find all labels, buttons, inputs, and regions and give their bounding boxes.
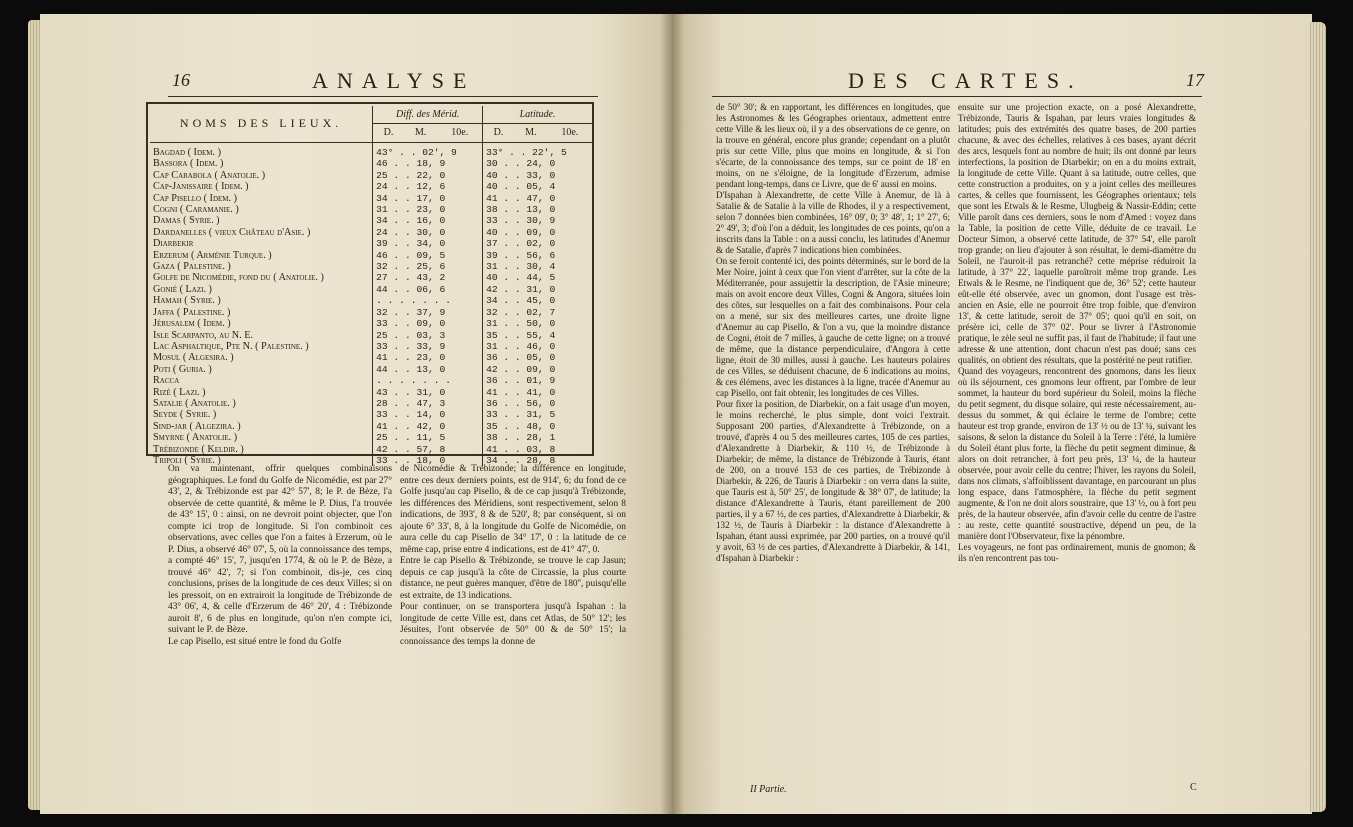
meridian-difference: 41 . . 23, 0 xyxy=(373,352,483,363)
latitude-value: 42 . . 31, 0 xyxy=(483,284,592,295)
place-name: Bassora ( Idem. ) xyxy=(150,158,373,169)
meridian-difference: 46 . . 18, 9 xyxy=(373,158,483,169)
place-name: Sind-jar ( Algezira. ) xyxy=(150,421,373,432)
place-name: Rizé ( Lazi. ) xyxy=(150,387,373,398)
table-row xyxy=(150,432,592,443)
right-running-head: DES CARTES. xyxy=(848,68,1083,93)
place-name: Satalie ( Anatolie. ) xyxy=(150,398,373,409)
place-name: Cogni ( Caramanie. ) xyxy=(150,204,373,215)
latitude-value: 40 . . 09, 0 xyxy=(483,227,592,238)
place-name: Mosul ( Algesira. ) xyxy=(150,352,373,363)
meridian-difference: 27 . . 43, 2 xyxy=(373,272,483,283)
table-row xyxy=(150,409,592,420)
meridian-difference: 28 . . 47, 3 xyxy=(373,398,483,409)
place-name: Cap Pisello ( Idem. ) xyxy=(150,193,373,204)
place-name: Gonié ( Lazi. ) xyxy=(150,284,373,295)
place-name: Smyrne ( Anatolie. ) xyxy=(150,432,373,443)
table-row xyxy=(150,307,592,318)
place-name: Isle Scarpanto, au N. E. xyxy=(150,330,373,341)
table-header-meridian: Diff. des Mérid. xyxy=(373,106,483,124)
latitude-value: 32 . . 02, 7 xyxy=(483,307,592,318)
latitude-value: 40 . . 33, 0 xyxy=(483,170,592,181)
place-name: Tripoli ( Syrie. ) xyxy=(150,455,373,466)
subheader-tenths: 10e. xyxy=(437,124,482,143)
meridian-difference: 43 . . 31, 0 xyxy=(373,387,483,398)
table-row xyxy=(150,284,592,295)
table-row xyxy=(150,227,592,238)
latitude-value: 30 . . 24, 0 xyxy=(483,158,592,169)
table-header-names: NOMS DES LIEUX. xyxy=(150,106,373,143)
table-row xyxy=(150,352,592,363)
table-body xyxy=(150,143,592,467)
latitude-value: 39 . . 56, 6 xyxy=(483,250,592,261)
meridian-difference: 32 . . 25, 6 xyxy=(373,261,483,272)
meridian-difference: 24 . . 12, 6 xyxy=(373,181,483,192)
meridian-difference: 34 . . 16, 0 xyxy=(373,215,483,226)
meridian-difference: 25 . . 22, 0 xyxy=(373,170,483,181)
latitude-value: 37 . . 02, 0 xyxy=(483,238,592,249)
subheader-minutes: M. xyxy=(404,124,438,143)
latitude-value: 34 . . 28, 8 xyxy=(483,455,592,466)
table-row xyxy=(150,318,592,329)
table-header-latitude: Latitude. xyxy=(483,106,592,124)
latitude-value: 42 . . 09, 0 xyxy=(483,364,592,375)
meridian-difference: 31 . . 23, 0 xyxy=(373,204,483,215)
latitude-value: 41 . . 03, 8 xyxy=(483,444,592,455)
meridian-difference: . . . . . . . xyxy=(373,375,483,386)
place-name: Seyde ( Syrie. ) xyxy=(150,409,373,420)
latitude-value: 40 . . 05, 4 xyxy=(483,181,592,192)
table-row xyxy=(150,181,592,192)
latitude-value: 36 . . 05, 0 xyxy=(483,352,592,363)
book-gutter xyxy=(660,14,684,814)
place-name: Jaffa ( Palestine. ) xyxy=(150,307,373,318)
place-name: Trébizonde ( Keldir. ) xyxy=(150,444,373,455)
right-page-edges xyxy=(1310,22,1326,812)
meridian-difference: . . . . . . . xyxy=(373,295,483,306)
table-row xyxy=(150,193,592,204)
table-row xyxy=(150,261,592,272)
table-row xyxy=(150,364,592,375)
table-row xyxy=(150,143,592,159)
latitude-value: 36 . . 01, 9 xyxy=(483,375,592,386)
meridian-difference: 33 . . 18, 0 xyxy=(373,455,483,466)
meridian-difference: 25 . . 11, 5 xyxy=(373,432,483,443)
place-name: Damas ( Syrie. ) xyxy=(150,215,373,226)
latitude-value: 35 . . 55, 4 xyxy=(483,330,592,341)
table-row xyxy=(150,398,592,409)
place-name: Gaza ( Palestine. ) xyxy=(150,261,373,272)
latitude-value: 33 . . 30, 9 xyxy=(483,215,592,226)
latitude-value: 31 . . 30, 4 xyxy=(483,261,592,272)
place-name: Lac Asphaltique, Pte N. ( Palestine. ) xyxy=(150,341,373,352)
meridian-difference: 39 . . 34, 0 xyxy=(373,238,483,249)
latitude-value: 33 . . 31, 5 xyxy=(483,409,592,420)
place-name: Jérusalem ( Idem. ) xyxy=(150,318,373,329)
table-row xyxy=(150,421,592,432)
meridian-difference: 34 . . 17, 0 xyxy=(373,193,483,204)
places-table xyxy=(150,106,592,466)
table-row xyxy=(150,158,592,169)
table-row xyxy=(150,272,592,283)
subheader-degrees: D. xyxy=(373,124,404,143)
table-row xyxy=(150,330,592,341)
left-column-1-text: On va maintenant, offrir quelques combinaisons géographiques. Le fond du Golfe de Nicomédie, est par 27° 43', 2, & Trébizonde est par 42° 57', 8; le P. de Bèze, l'a observée de cette quantité, & même le P. Dius, l'a trouvée de 43° 15', 0 : ainsi, on ne devroit point objecter, que l'on compte ici trop de longitude. Si l'on combinoit ces observations, avec celles que l'on a faites à Erzerum, où le P. Dius, a observé 46° 07', 5, où la connoissance des temps, a compté 46° 15', 7, jusqu'en 1774, & où le P. de Bèze, a trouvé 46° 42', 7; si l'on combinoit, dis-je, ces cinq conclusions, prises de la longitude de ces deux Villes; si on les pressoit, on en extrairoit la longitude de Trébizonde de 43° 06', 4, & celle d'Erzerum de 46° 20', 4 : Trébizonde auroit 8', 6 de plus en longitude, qu'on n'en compte ici, suivant le P. de Bèze. Le cap Pisello, est situé entre le fond du Golfe xyxy=(168,464,392,647)
left-running-head: ANALYSE xyxy=(312,68,476,93)
place-name: Bagdad ( Idem. ) xyxy=(150,143,373,159)
catchword: C xyxy=(1190,782,1197,793)
right-head-rule xyxy=(712,96,1202,97)
table-row xyxy=(150,215,592,226)
meridian-difference: 44 . . 13, 0 xyxy=(373,364,483,375)
place-name: Hamah ( Syrie. ) xyxy=(150,295,373,306)
right-page-number: 17 xyxy=(1186,70,1204,90)
right-column-2-text: ensuite sur une projection exacte, on a posé Alexandrette, Trébizonde, Tauris & Ispahan, par leurs vraies longitudes & latitudes; puis des extrémités des quatre bases, de 200 parties chacune, & avec des échelles, relatives à ces bases, ayant décrit des arcs, lesquels font au nombre de huit; ils ont donné par leurs interfections, la position de Diarbekir; on en a du moins extrait, la longitude de cette Ville. Quant à sa latitude, outre celles, que cette construction a produites, on y a joint celles des meilleures cartes, & celles que fournissent, les Géographes orientaux; tels que sont les Etwals & le Resme, Ulugbeig & Nassir-Eddin; cette Ville paroît dans ces derniers, sous le nom d'Amed : voyez dans la Table, la position de cette Ville, déduite de ce travail. Le Docteur Simon, a observé cette latitude, de 37° 54', elle paroît trop grande; on lieu d'ajouter à son résultat, le demi-diamètre du Soleil, ne l'auroit-il pas retranché? cette méprise réduiroit la latitude, à 37° 22', laquelle paroîtroit même trop grande. Les Etwals & le Resme, ne l'indiquent que de, 36° 52'; cette hauteur eût-elle été observée, avec un gnomon, dont l'usage est très-ancien en Asie, elle ne pourroit être trop foible, que d'environ 13', & cette latitude, seroit de 37° 05'; quoi qu'il en soit, on présère ici, celle de 37° 02'. Pour se livrer à l'Astronomie pratique, le zèle seul ne suffit pas, il faut de l'habitude; il faut une adresse & une attention, dont chacun n'est pas doué; sans ces qualités, on obtient des résultats, que la postérité ne peut ratifier. Quand des voyageurs, rencontrent des gnomons, dans les lieux où ils séjournent, ces gnomons leur offrent, par l'ombre de leur sommet, la hauteur du bord supérieur du Soleil, moins la flèche du petit segment, du disque solaire, qui reste nécessairement, au-dessus du sommet, & qui éclaire le terme de l'ombre; cette hauteur est trop grande, environ de 13' ½ ou de 13' ¼, suivant les saisons, & selon la distance du Soleil à la Terre : l'été, la lumière du Soleil étant plus forte, la flèche du petit segment diminue, & alors on doit retrancher, à fort peu près, 13' ¼, de la hauteur observée, pour avoir celle du centre; l'hiver, les rayons du Soleil, dans nos climats, s'affoiblissent davantage, en parcourant un plus long espace, dans l'atmosphère, la flèche du petit segment augmente, & l'on ne doit alors soustraire, que 13' ½, ou à fort peu près, de la hauteur observée, afin d'avoir celle du centre de l'astre : au reste, cette quantité soustractive, dépend un peu, de la manière dont l'Observateur, fixe la pénombre. Les voyageurs, ne font pas ordinairement, munis de gnomon; & ils n'en rencontrent pas tou- xyxy=(958,102,1196,563)
meridian-difference: 32 . . 37, 9 xyxy=(373,307,483,318)
table-row xyxy=(150,444,592,455)
place-name: Poti ( Guria. ) xyxy=(150,364,373,375)
place-name: Cap-Janissaire ( Idem. ) xyxy=(150,181,373,192)
place-name: Dardanelles ( vieux Château d'Asie. ) xyxy=(150,227,373,238)
subheader-degrees: D. xyxy=(483,124,514,143)
meridian-difference: 33 . . 14, 0 xyxy=(373,409,483,420)
meridian-difference: 42 . . 57, 8 xyxy=(373,444,483,455)
meridian-difference: 44 . . 06, 6 xyxy=(373,284,483,295)
latitude-value: 40 . . 44, 5 xyxy=(483,272,592,283)
latitude-value: 41 . . 47, 0 xyxy=(483,193,592,204)
place-name: Golfe de Nicomédie, fond du ( Anatolie. ) xyxy=(150,272,373,283)
place-name: Cap Carabola ( Anatolie. ) xyxy=(150,170,373,181)
meridian-difference: 41 . . 42, 0 xyxy=(373,421,483,432)
meridian-difference: 43° . . 02', 9 xyxy=(373,143,483,159)
meridian-difference: 33 . . 33, 9 xyxy=(373,341,483,352)
subheader-tenths: 10e. xyxy=(548,124,592,143)
left-page-number: 16 xyxy=(172,70,190,90)
left-column-2-text: de Nicomédie & Trébizonde; la différence en longitude, entre ces deux derniers points, est de 914', 6; du fond de ce Golfe jusqu'au cap Pisello, & de ce cap jusqu'à Trébizonde, les différences des Méridiens, sont respectivement, selon 8 indications, de 393', 8 & de 520', 8; par conséquent, si on ajoute 6° 33', 8, à la longitude du Golfe de Nicomédie, on aura celle du cap Pisello de 34° 17', 0 : la latitude de ce même cap, prise entre 4 indications, est de 41° 47', 0. Entre le cap Pisello & Trébizonde, se trouve le cap Jasun; depuis ce cap jusqu'à la côte de Circassie, la plus courte distance, ne peut guères manquer, d'être de 180'', puisqu'elle est extraite, de 13 indications. Pour continuer, on se transportera jusqu'à Ispahan : la longitude de cette Ville est, dans cet Atlas, de 50° 12'; les Jésuites, l'ont observée de 50° 00 & de 50° 15'; la connoissance des temps la donne de xyxy=(400,464,626,647)
table-row xyxy=(150,341,592,352)
table-row xyxy=(150,170,592,181)
latitude-value: 41 . . 41, 0 xyxy=(483,387,592,398)
meridian-difference: 33 . . 09, 0 xyxy=(373,318,483,329)
table-row xyxy=(150,238,592,249)
latitude-value: 36 . . 56, 0 xyxy=(483,398,592,409)
place-name: Racca xyxy=(150,375,373,386)
place-name: Erzerum ( Arménie Turque. ) xyxy=(150,250,373,261)
signature-mark: II Partie. xyxy=(750,784,787,795)
right-column-1-text: de 50° 30'; & en rapportant, les différences en longitudes, que les Astronomes & les Géographes orientaux, admettent entre cette Ville & les lieux où, il y a des observations de ce genre, on la trouve en général, encore plus grande; cependant on a plutôt pris sur cette Ville, plus que moins en longitude, & si l'on s'écarte, de la connoissance des temps, sur ce point de 18' en moins, on ne s'éloigne, de la longitude d'Erzerum, admise pendant long-temps, dans ce Livre, que de 6' aussi en moins. D'Ispahan à Alexandrette, de cette Ville à Anemur, de là à Satalie & de Satalie à la ville de Rhodes, il y a respectivement, selon 7 données bien combinées, 16° 09', 0; 3° 48', 1; 1° 27', 6; 2° 49', 3; d'où l'on a déduit, les longitudes de ces points, qu'on a inscrits dans la Table : on a aussi conclu, les latitudes d'Anemur & de Satalie, d'après 7 indications bien combinées. On se feroit contenté ici, des points déterminés, sur le bord de la Mer Noire, joint à ceux que l'on vient d'arrêter, sur la côte de la Méditerranée, pour assujettir la description, de l'Asie mineure; mais on avoit encore deux Villes, Cogni & Angora, situées loin des côtes, sur lesquelles on a fait des combinaisons. Pour cela on a mené, sur six des meilleures cartes, une droite ligne d'Anemur au cap Pisello, & l'on a vu, que la moindre distance de Cogni, étoit de 7 milles, à gauche de cette ligne; on a trouvé de même, que la distance perpendiculaire, d'Angora à cette ligne, étoit de 30 milles, aussi à gauche. Les hauteurs polaires de ces Villes, se déduisent chacune, de 6 indications au moins, & ces élémens, avec les distances à la ligne, tracée d'Anemur au cap Pisello, ont fait obtenir, les longitudes de ces Villes. Pour fixer la position, de Diarbekir, on a fait usage d'un moyen, le moins recherché, le plus simple, dont voici l'extrait. Supposant 200 parties, d'Alexandrette à Trébizonde, on a trouvé, d'après 4 ou 5 des meilleures cartes, 105 de ces parties, d'Alexandrette à Diarbekir, & 110 ½, de Trébizonde à Diarbekir; de même, la distance de Trébizonde à Tauris, étant de 200, on a trouvé 153 de ces parties, de Trébizonde à Diarbekir, & 226, de Tauris à Diarbekir : on verra dans la suite, que Tauris est à, 50° 25', de longitude & 38° 07', de latitude; la distance d'Alexandrette à Tauris, étant pareillement de 200 parties, il y a 67 ½, de ces parties, d'Alexandrette à Diarbekir, & 132 ½, de Tauris à Diarbekir : la distance d'Alexandrette à Ispahan, étant aussi exprimée, par 200 parties, on a trouvé qu'il y avoit, 63 ½ de ces parties, d'Alexandrette à Diarbekir, & 141, d'Ispahan à Diarbekir : xyxy=(716,102,950,563)
table-row xyxy=(150,375,592,386)
left-head-rule xyxy=(168,96,598,97)
meridian-difference: 46 . . 09, 5 xyxy=(373,250,483,261)
latitude-value: 35 . . 48, 0 xyxy=(483,421,592,432)
latitude-value: 38 . . 28, 1 xyxy=(483,432,592,443)
subheader-minutes: M. xyxy=(514,124,548,143)
table-row xyxy=(150,204,592,215)
table-row xyxy=(150,250,592,261)
latitude-value: 34 . . 45, 0 xyxy=(483,295,592,306)
table-row xyxy=(150,295,592,306)
latitude-value: 31 . . 46, 0 xyxy=(483,341,592,352)
table-row xyxy=(150,387,592,398)
latitude-value: 33° . . 22', 5 xyxy=(483,143,592,159)
latitude-value: 31 . . 50, 0 xyxy=(483,318,592,329)
meridian-difference: 25 . . 03, 3 xyxy=(373,330,483,341)
latitude-value: 38 . . 13, 0 xyxy=(483,204,592,215)
meridian-difference: 24 . . 30, 0 xyxy=(373,227,483,238)
place-name: Diarbekir xyxy=(150,238,373,249)
